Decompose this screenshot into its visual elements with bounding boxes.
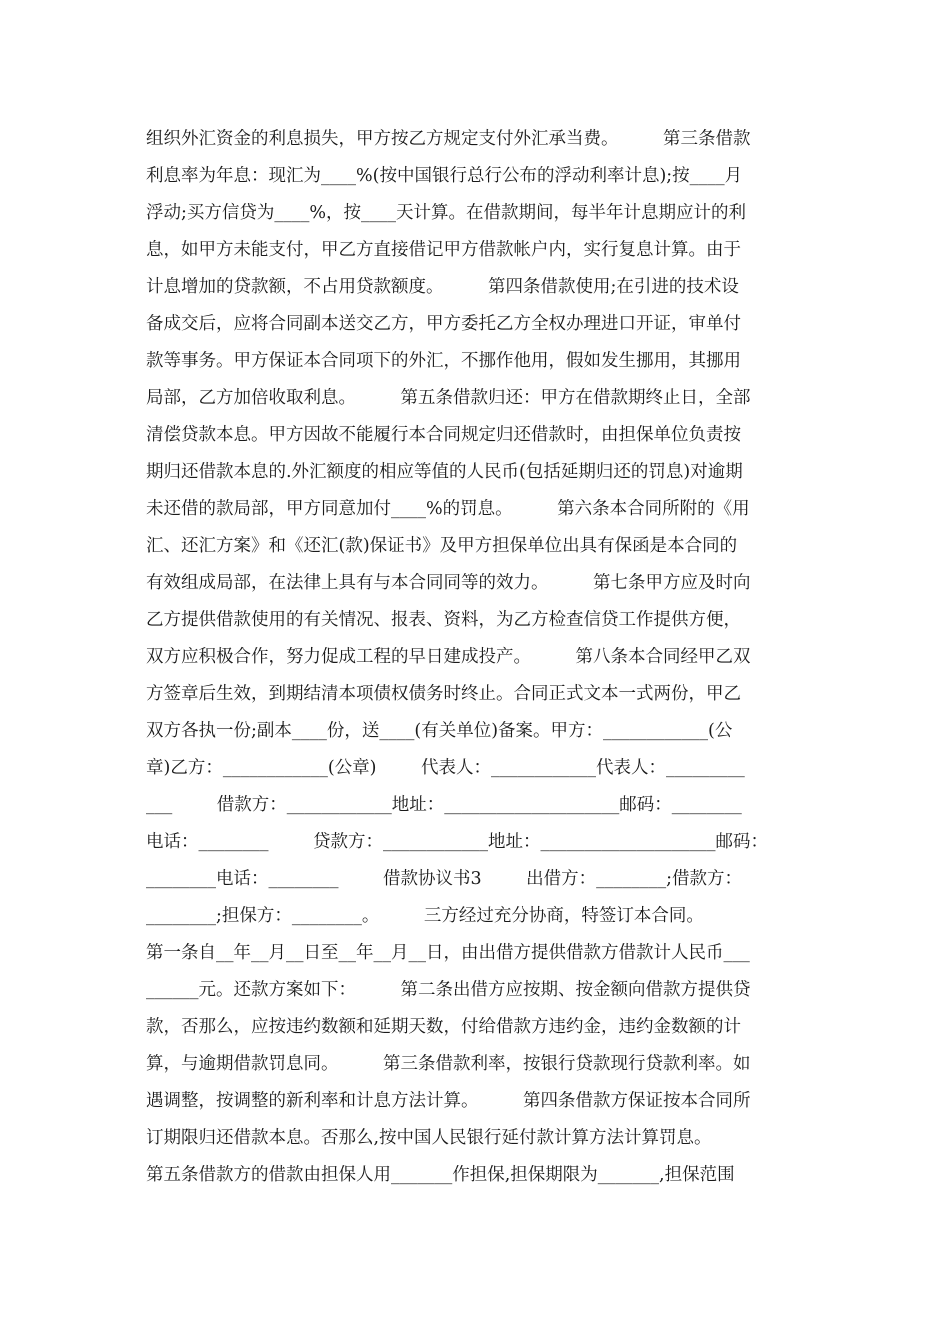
text-line: 利息率为年息：现汇为____%(按中国银行总行公布的浮动利率计息);按____月 <box>146 166 743 186</box>
text-line: 订期限归还借款本息。否那么,按中国人民银行延付款计算方法计算罚息。 <box>146 1128 712 1148</box>
text-line: 清偿贷款本息。甲方因故不能履行本合同规定归还借款时，由担保单位负责按 <box>146 425 741 445</box>
text-line: 遇调整，按调整的新利率和计息方法计算。 第四条借款方保证按本合同所 <box>146 1091 751 1111</box>
text-line: 第五条借款方的借款由担保人用_______作担保,担保期限为_______,担保范围 <box>146 1165 735 1185</box>
text-line: 第一条自__年__月__日至__年__月__日，由出借方提供借款方借款计人民币___ <box>146 943 750 963</box>
text-line: 双方应积极合作，努力促成工程的早日建成投产。 第八条本合同经甲乙双 <box>146 647 751 667</box>
text-line: 有效组成局部，在法律上具有与本合同同等的效力。 第七条甲方应及时向 <box>146 573 751 593</box>
contract-text-block <box>146 121 816 1194</box>
text-line: 章)乙方：____________(公章) 代表人：____________代表人：_________ <box>146 758 745 778</box>
text-line: 备成交后，应将合同副本送交乙方，甲方委托乙方全权办理进口开证，审单付 <box>146 314 741 334</box>
text-line: ___ 借款方：____________地址：____________________邮码：________ <box>146 795 742 815</box>
text-line: 未还借的款局部，甲方同意加付____%的罚息。 第六条本合同所附的《用 <box>146 499 750 519</box>
text-line: ________电话：________ 借款协议书3 出借方：________;借款方： <box>146 869 743 889</box>
text-line: 方签章后生效，到期结清本项债权债务时终止。合同正式文本一式两份，甲乙 <box>146 684 741 704</box>
text-line: 款，否那么，应按违约数额和延期天数，付给借款方违约金，违约金数额的计 <box>146 1017 741 1037</box>
text-line: 浮动;买方信贷为____%，按____天计算。在借款期间，每半年计息期应计的利 <box>146 203 747 223</box>
text-line: 组织外汇资金的利息损失，甲方按乙方规定支付外汇承当费。 第三条借款 <box>146 129 751 149</box>
text-line: 期归还借款本息的.外汇额度的相应等值的人民币(包括延期归还的罚息)对逾期 <box>146 462 743 482</box>
text-line: ________;担保方：________。 三方经过充分协商，特签订本合同。 <box>146 906 704 926</box>
text-line: 款等事务。甲方保证本合同项下的外汇，不挪作他用，假如发生挪用，其挪用 <box>146 351 741 371</box>
text-line: 乙方提供借款使用的有关情况、报表、资料，为乙方检查信贷工作提供方便， <box>146 610 741 630</box>
text-line: 双方各执一份;副本____份，送____(有关单位)备案。甲方：____________(公 <box>146 721 733 741</box>
text-line: ______元。还款方案如下： 第二条出借方应按期、按金额向借款方提供贷 <box>146 980 751 1000</box>
text-line: 汇、还汇方案》和《还汇(款)保证书》及甲方担保单位出具有保函是本合同的 <box>146 536 738 556</box>
text-line: 算，与逾期借款罚息同。 第三条借款利率，按银行贷款现行贷款利率。如 <box>146 1054 751 1074</box>
text-line: 电话：________ 贷款方：____________地址：____________________邮码： <box>146 832 769 852</box>
text-line: 局部，乙方加倍收取利息。 第五条借款归还：甲方在借款期终止日，全部 <box>146 388 751 408</box>
text-line: 息，如甲方未能支付，甲乙方直接借记甲方借款帐户内，实行复息计算。由于 <box>146 240 741 260</box>
text-line: 计息增加的贷款额，不占用贷款额度。 第四条借款使用;在引进的技术设 <box>146 277 739 297</box>
